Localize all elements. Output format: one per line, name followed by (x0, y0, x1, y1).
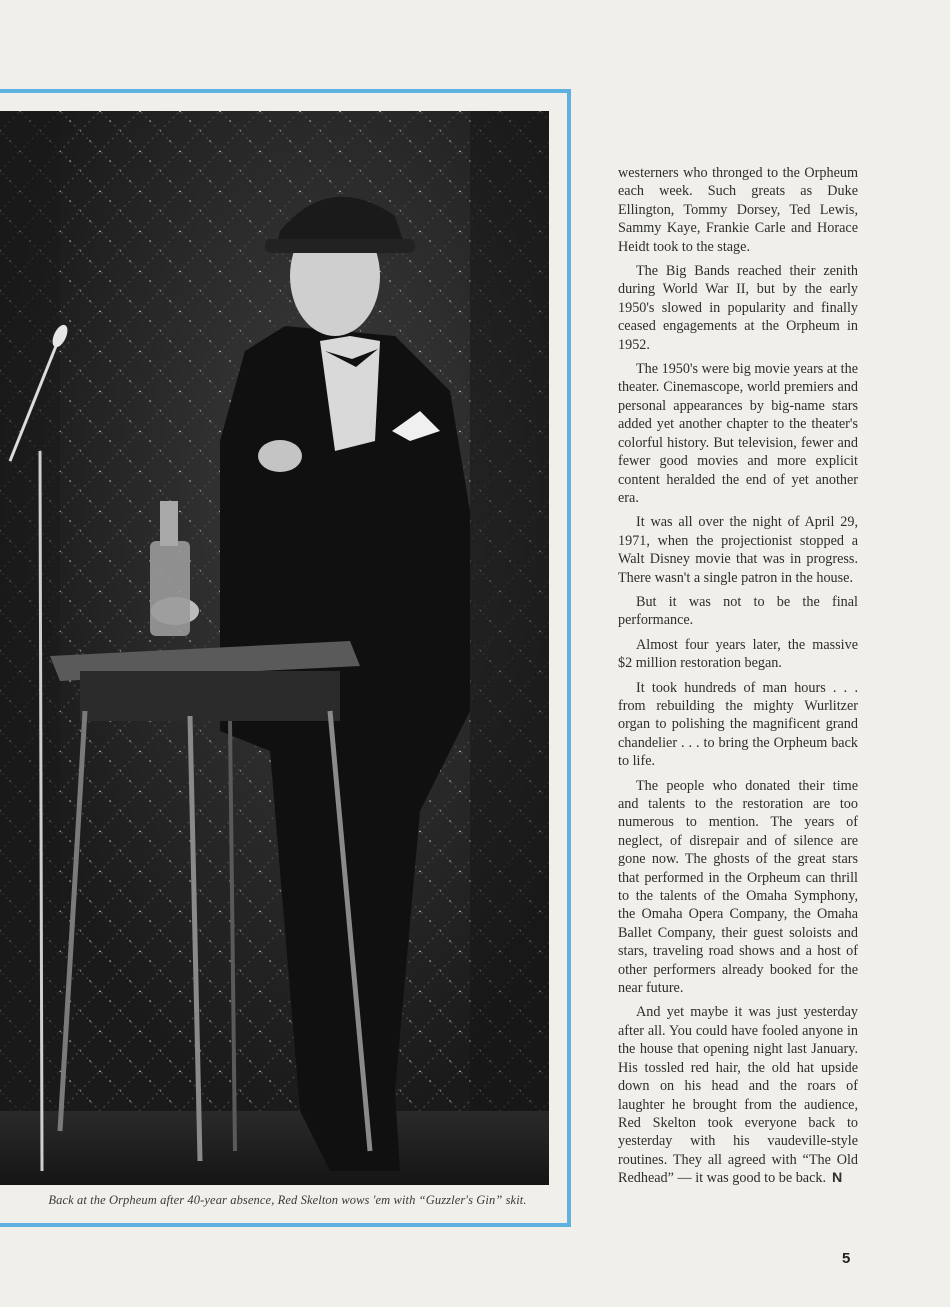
photo-caption: Back at the Orpheum after 40-year absence, Red Skelton wows 'em with “Guzzler's Gin” skit. (48, 1193, 527, 1207)
end-mark: N (832, 1170, 843, 1187)
article-paragraph-last (618, 1003, 858, 1187)
stage-photo (0, 111, 549, 1185)
article-paragraph: The 1950's were big movie years at the theater. Cinemascope, world premiers and personal appearances by big-name stars added yet another chapter to the theater's colorful history. But television, fewer and fewer good movies and more explicit content heralded the end of yet another era. (618, 361, 858, 506)
article-paragraph: But it was not to be the final performance. (618, 593, 858, 629)
article-paragraph: Almost four years later, the massive $2 million restoration began. (618, 636, 858, 672)
article-column (618, 164, 858, 1194)
article-paragraph: westerners who thronged to the Orpheum each week. Such greats as Duke Ellington, Tommy Dorsey, Ted Lewis, Sammy Kaye, Frankie Carle and Horace Heidt took to the stage. (618, 165, 858, 255)
article-paragraph: The people who donated their time and talents to the restoration are too numerous to mention. The years of neglect, of disrepair and of silence are gone now. The ghosts of the great stars that performed in the Orpheum can thrill to the talents of the Omaha Symphony, the Omaha Opera Company, the Omaha Ballet Company, their guest soloists and stars, traveling road shows and a host of other performers already booked for the near future. (618, 777, 858, 997)
article-paragraph: It took hundreds of man hours . . . from rebuilding the mighty Wurlitzer organ to polishing the magnificent grand chandelier . . . to bring the Orpheum back to life. (618, 679, 858, 770)
article-paragraph: It was all over the night of April 29, 1971, when the projectionist stopped a Walt Disney movie that was in progress. There wasn't a single patron in the house. (618, 514, 858, 586)
page-number: 5 (842, 1250, 851, 1267)
article-paragraph-text: And yet maybe it was just yesterday after all. You could have fooled anyone in the house that opening night last January. His tossled red hair, the old hat upside down on his head and the roars of laughter he brought from the audience, Red Skelton took everyone back to yesterday with his vaudeville-style routines. They all agreed with “The Old Redhead” — it was good to be back. (618, 1004, 858, 1187)
article-paragraph: The Big Bands reached their zenith during World War II, but by the early 1950's slowed in popularity and finally ceased engagements at the Orpheum in 1952. (618, 263, 858, 353)
